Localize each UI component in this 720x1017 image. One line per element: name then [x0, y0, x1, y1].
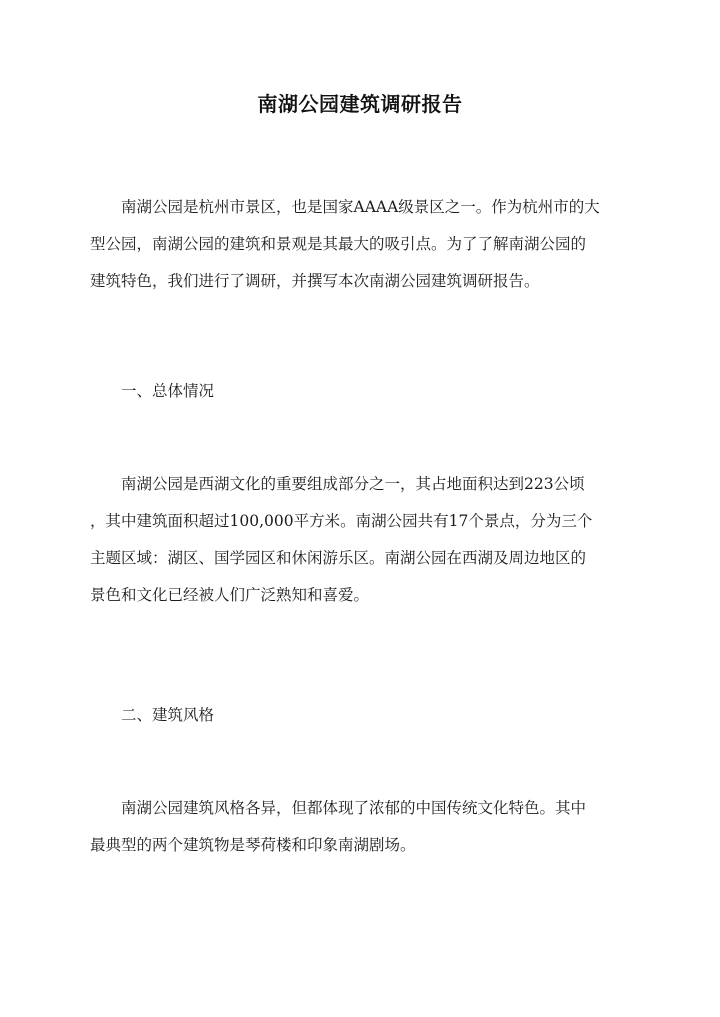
overview-line: 景色和文化已经被人们广泛熟知和喜爱。	[90, 586, 370, 604]
intro-line: 南湖公园是杭州市景区，也是国家AAAA级景区之一。作为杭州市的大	[121, 198, 600, 216]
intro-paragraph	[90, 189, 635, 300]
intro-line: 建筑特色，我们进行了调研，并撰写本次南湖公园建筑调研报告。	[90, 272, 540, 290]
architecture-style-paragraph	[90, 790, 635, 864]
intro-line: 型公园，南湖公园的建筑和景观是其最大的吸引点。为了了解南湖公园的	[90, 235, 587, 253]
architecture-line: 最典型的两个建筑物是琴荷楼和印象南湖剧场。	[90, 836, 416, 854]
architecture-line: 南湖公园建筑风格各异，但都体现了浓郁的中国传统文化特色。其中	[121, 799, 587, 817]
section-heading-overview: 一、总体情况	[121, 382, 215, 400]
document-title: 南湖公园建筑调研报告	[257, 92, 463, 116]
overview-paragraph	[90, 466, 635, 614]
overview-line: ，其中建筑面积超过100,000平方米。南湖公园共有17个景点，分为三个	[90, 512, 593, 530]
overview-line: 南湖公园是西湖文化的重要组成部分之一，其占地面积达到223公顷	[121, 475, 585, 493]
section-heading-architecture-style: 二、建筑风格	[121, 706, 215, 724]
overview-line: 主题区域：湖区、国学园区和休闲游乐区。南湖公园在西湖及周边地区的	[90, 549, 587, 567]
